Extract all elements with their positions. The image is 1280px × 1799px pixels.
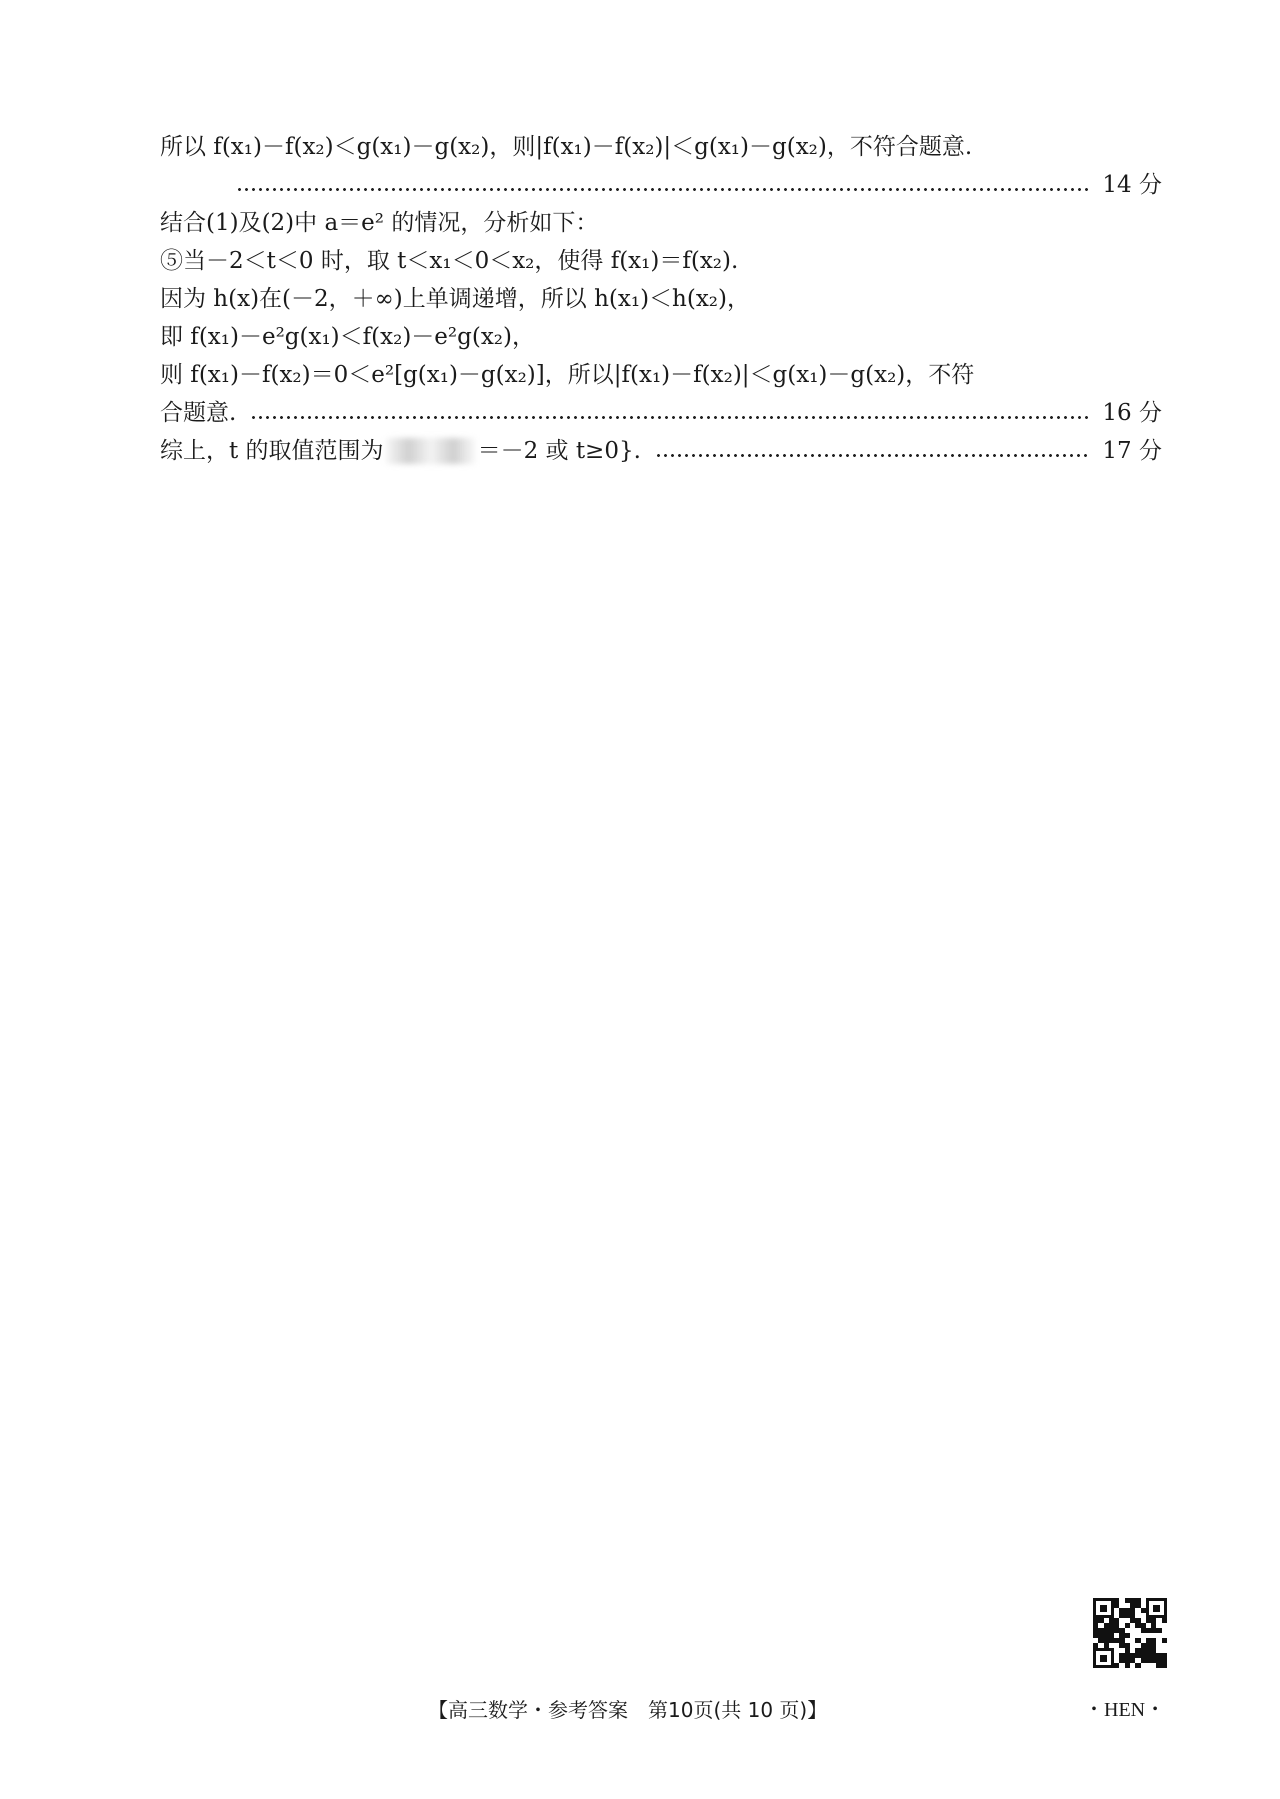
- score-17: 17 分: [1102, 438, 1162, 464]
- answer-line-1: 所以 f(x₁)－f(x₂)＜g(x₁)－g(x₂)，则|f(x₁)－f(x₂)|＜g(x₁)－g(x₂)，不符合题意.: [160, 134, 973, 160]
- dot-leader: [250, 416, 1088, 419]
- answer-line-6: 即 f(x₁)－e²g(x₁)＜f(x₂)－e²g(x₂)，: [160, 324, 535, 350]
- score-16: 16 分: [1102, 400, 1162, 426]
- answer-line-4: ⑤当－2＜t＜0 时，取 t＜x₁＜0＜x₂，使得 f(x₁)＝f(x₂).: [160, 248, 739, 274]
- qr-module: [1162, 1663, 1167, 1668]
- qr-module: [1125, 1633, 1130, 1638]
- footer-code: ・HEN・: [1084, 1699, 1166, 1721]
- dot-leader: [655, 454, 1089, 457]
- answer-line-7: 则 f(x₁)－f(x₂)＝0＜e²[g(x₁)－g(x₂)]，所以|f(x₁)－f(x₂)|＜g(x₁)－g(x₂)，不符: [160, 362, 975, 388]
- conclusion-text-a: 综上，t 的取值范围为: [160, 438, 384, 464]
- score-14: 14 分: [1102, 172, 1162, 198]
- qr-module: [1135, 1663, 1140, 1668]
- answer-line-5: 因为 h(x)在(－2，＋∞)上单调递增，所以 h(x₁)＜h(x₂)，: [160, 286, 750, 312]
- conclusion-text-b: ＝－2 或 t≥0}.: [477, 438, 641, 464]
- qr-module: [1125, 1663, 1130, 1668]
- qr-module: [1162, 1638, 1167, 1643]
- qr-code-icon: [1093, 1598, 1167, 1668]
- qr-finder-pattern: [1093, 1598, 1114, 1618]
- qr-finder-pattern: [1093, 1648, 1114, 1668]
- answer-line-8: 合题意.: [160, 400, 237, 426]
- smudged-area: [386, 438, 476, 464]
- score-line-16: [160, 394, 1162, 432]
- qr-module: [1156, 1628, 1161, 1633]
- footer-page-info: 【高三数学・参考答案 第10页(共 10 页)】: [428, 1698, 828, 1722]
- qr-module: [1114, 1663, 1119, 1668]
- answer-content: [160, 128, 1162, 470]
- qr-module: [1162, 1618, 1167, 1623]
- dot-leader: [236, 188, 1088, 191]
- qr-finder-pattern: [1146, 1598, 1167, 1618]
- score-line-17: [160, 432, 1162, 470]
- score-line-14: [160, 166, 1162, 204]
- answer-line-3: 结合(1)及(2)中 a＝e² 的情况，分析如下：: [160, 210, 599, 236]
- page-footer: [0, 1695, 1280, 1725]
- qr-module: [1125, 1623, 1130, 1628]
